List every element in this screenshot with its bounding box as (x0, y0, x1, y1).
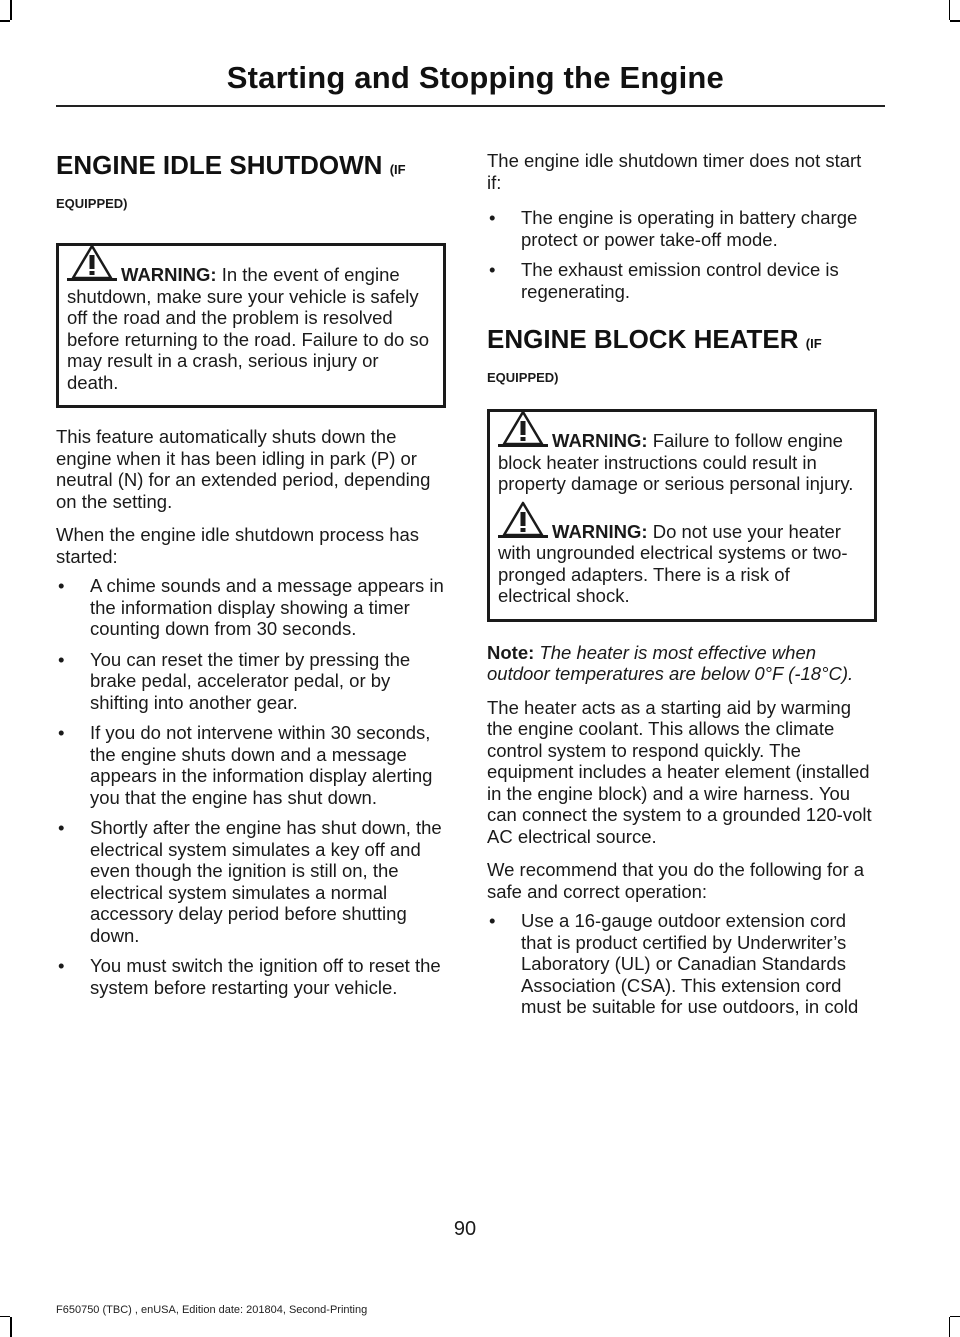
heading-qualifier: EQUIPPED) (56, 196, 128, 211)
crop-mark (10, 0, 12, 20)
section-heading-block-heater: ENGINE BLOCK HEATER (IF (487, 324, 822, 354)
heading-qualifier: EQUIPPED) (487, 370, 559, 385)
header-divider (56, 105, 885, 107)
list-item: • Use a 16-gauge outdoor extension cord that is product certified by Underwriter’s Laboratory (UL) or Canadian Standards Association (CSA). This extension cord must be suitable for use outdoors, in cold (489, 910, 859, 1017)
warning-triangle-icon (498, 408, 548, 448)
bullet-list (487, 207, 877, 302)
list-item: • Shortly after the engine has shut down, the electrical system simulates a key off and even though the ignition is still on, the electrical system simulates a normal accessory delay period before shutting down. (58, 817, 442, 946)
crop-mark (0, 20, 10, 22)
crop-mark (949, 1317, 951, 1337)
paragraph: We recommend that you do the following for a safe and correct operation: (487, 859, 865, 902)
warning-triangle-icon (498, 499, 548, 539)
bullet-list (487, 910, 877, 1018)
list-item: • If you do not intervene within 30 seconds, the engine shuts down and a message appears in the information display alerting you that the engine has shut down. (58, 722, 433, 808)
warning-box (487, 409, 877, 622)
left-column (56, 150, 446, 1007)
paragraph: The heater acts as a starting aid by warming the engine coolant. This allows the climate control system to respond quickly. The equipment includes a heater element (installed in the engine block) and a wire harness. You can connect the system to a grounded 120-volt AC electrical source. (487, 696, 872, 847)
note: Note: The heater is most effective when outdoor temperatures are below 0°F (-18°C). (487, 641, 854, 684)
crop-mark (0, 1316, 10, 1318)
warning-text: WARNING: Failure to follow engine block heater instructions could result in property damage or serious personal injury. (498, 430, 854, 494)
list-item: • You must switch the ignition off to reset the system before restarting your vehicle. (58, 955, 441, 998)
list-item: • The exhaust emission control device is regenerating. (489, 259, 839, 302)
warning-box (56, 243, 446, 408)
right-column (487, 150, 877, 1027)
paragraph: The engine idle shutdown timer does not start if: (487, 150, 862, 193)
warning-text: WARNING: In the event of engine shutdown, make sure your vehicle is safely off the road and the problem is resolved before returning to the road. Failure to do so may result in a crash, serious injury or death. (67, 264, 429, 393)
paragraph: This feature automatically shuts down the engine when it has been idling in park (P) or neutral (N) for an extended period, depending on the setting. (56, 426, 431, 512)
crop-mark (949, 0, 951, 20)
page-header-title: Starting and Stopping the Engine (226, 60, 724, 95)
bullet-list (56, 575, 446, 998)
list-item: • A chime sounds and a message appears in the information display showing a timer counting down from 30 seconds. (58, 575, 444, 639)
crop-mark (950, 1316, 960, 1318)
section-heading-idle-shutdown: ENGINE IDLE SHUTDOWN (IF (56, 150, 406, 180)
crop-mark (10, 1317, 12, 1337)
page-number: 90 (453, 1218, 477, 1240)
crop-mark (950, 20, 960, 22)
warning-item (498, 430, 866, 495)
footer-edition-info: F650750 (TBC) , enUSA, Edition date: 201804, Second-Printing (56, 1304, 368, 1316)
warning-text: WARNING: Do not use your heater with ungrounded electrical systems or two-pronged adapters. There is a risk of electrical shock. (498, 520, 848, 606)
list-item: • The engine is operating in battery charge protect or power take-off mode. (489, 207, 858, 250)
list-item: • You can reset the timer by pressing the brake pedal, accelerator pedal, or by shifting into another gear. (58, 648, 411, 713)
warning-triangle-icon (67, 242, 117, 282)
warning-item (498, 521, 866, 607)
warning-item (67, 264, 435, 393)
paragraph: When the engine idle shutdown process has started: (56, 524, 420, 567)
